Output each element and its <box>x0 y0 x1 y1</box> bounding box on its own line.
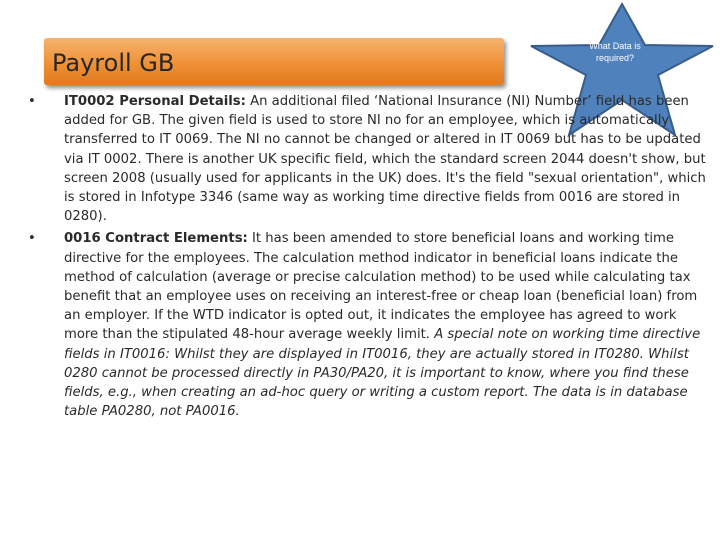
bullet-marker: • <box>28 231 36 247</box>
bullet-personal-details <box>26 92 710 226</box>
bullet-list <box>26 92 710 424</box>
bullet-contract-elements <box>26 229 710 421</box>
slide-title: Payroll GB <box>52 49 175 77</box>
star-callout-label: What Data is required? <box>589 41 641 63</box>
slide-title-bar <box>44 38 504 85</box>
bullet-heading: IT0002 Personal Details: <box>64 94 246 109</box>
bullet-heading: 0016 Contract Elements: <box>64 231 248 247</box>
bullet-body: It has been amended to store beneficial loans and working time directive for the employees. The calculation method indicator in beneficial loans indicate the method of calculation (average or precise calculation method) to be used while calculating tax benefit that an employee uses on receiving an interest-free or cheap loan (beneficial loan) from an employer. If the WTD indicator is opted out, it indicates the employee has agreed to work more than the stipulated 48-hour average weekly limit. <box>64 231 698 343</box>
bullet-marker: • <box>28 94 36 109</box>
bullet-body: An additional filed ‘National Insurance (NI) Number’ field has been added for GB. The given field is used to store NI no for an employee, which is automatically transferred to IT 0069. The NI no cannot be changed or altered in IT 0069 but has to be updated via IT 0002. There is another UK specific field, which the standard screen 2044 doesn't show, but screen 2008 (usually used for applicants in the UK) does. It's the field "sexual orientation", which is stored in Infotype 3346 (same way as working time directive fields from 0016 are stored in 0280). <box>64 94 706 225</box>
bullet-special-note: A special note on working time directive fields in IT0016: Whilst they are displayed in IT0016, they are actually stored in IT0280. Whilst 0280 cannot be processed directly in PA30/PA20, it is important to know, where you find these fields, e.g., when creating an ad-hoc query or writing a custom report. The data is in database table PA0280, not PA0016. <box>64 327 701 420</box>
